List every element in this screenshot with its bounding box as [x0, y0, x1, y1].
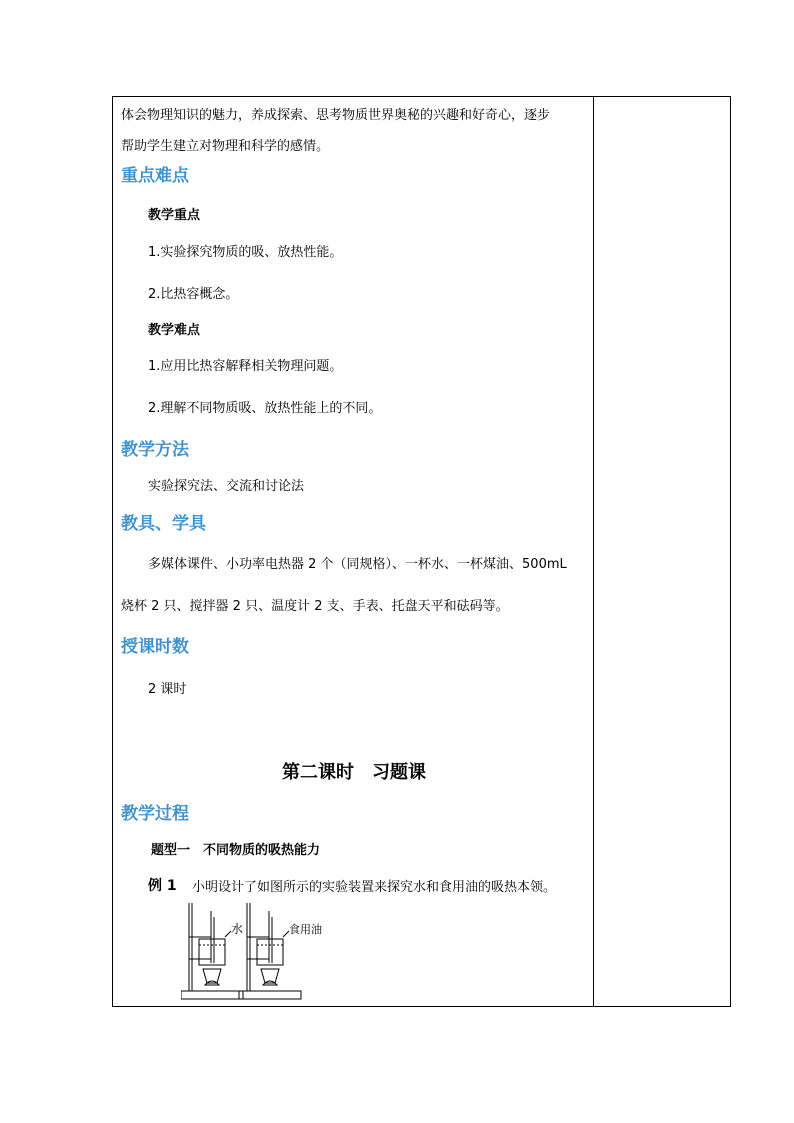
water-apparatus — [181, 903, 243, 999]
lesson-plan-table — [112, 96, 731, 1007]
difficulty-item-2: 2.理解不同物质吸、放热性能上的不同。 — [148, 401, 382, 416]
example-text: 小明设计了如图所示的实验装置来探究水和食用油的吸热本领。 — [192, 880, 557, 895]
oil-apparatus — [239, 903, 301, 999]
process-heading: 教学过程 — [121, 804, 189, 824]
tools-line-2: 烧杯 2 只、搅拌器 2 只、温度计 2 支、手表、托盘天平和砝码等。 — [121, 599, 509, 614]
methods-heading: 教学方法 — [121, 440, 189, 460]
apparatus-illustration — [181, 897, 381, 1007]
key-points-heading: 重点难点 — [121, 166, 189, 186]
focus-item-1: 1.实验探究物质的吸、放热性能。 — [148, 245, 343, 260]
figure-label-oil: 食用油 — [289, 923, 322, 936]
focus-label: 教学重点 — [148, 208, 201, 223]
hours-text: 2 课时 — [148, 682, 187, 697]
example-label: 例 1 — [148, 878, 177, 894]
main-column — [121, 97, 587, 1006]
intro-line-1: 体会物理知识的魅力，养成探索、思考物质世界奥秘的兴趣和好奇心，逐步 — [121, 108, 551, 123]
difficulty-label: 教学难点 — [148, 323, 201, 338]
methods-text: 实验探究法、交流和讨论法 — [148, 479, 305, 494]
lesson-title: 第二课时 习题课 — [282, 762, 426, 783]
column-divider — [593, 97, 594, 1006]
tools-line-1: 多媒体课件、小功率电热器 2 个（同规格）、一杯水、一杯煤油、500mL — [148, 557, 567, 572]
question-type-label: 题型一 不同物质的吸热能力 — [151, 843, 321, 858]
hours-heading: 授课时数 — [121, 637, 189, 657]
difficulty-item-1: 1.应用比热容解释相关物理问题。 — [148, 359, 343, 374]
experiment-figure — [181, 897, 381, 1011]
tools-heading: 教具、学具 — [121, 514, 206, 534]
focus-item-2: 2.比热容概念。 — [148, 287, 239, 302]
intro-line-2: 帮助学生建立对物理和科学的感情。 — [121, 139, 330, 154]
figure-label-water: 水 — [231, 922, 244, 936]
